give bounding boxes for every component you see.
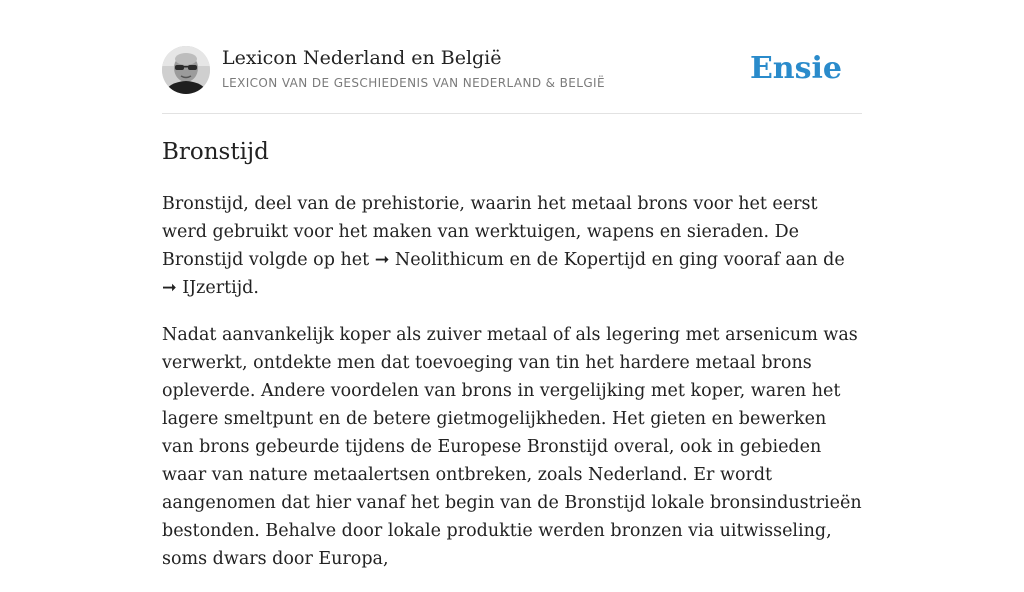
paragraph-2: Nadat aanvankelijk koper als zuiver metaal of als legering met arsenicum was verwerkt, ontdekte men dat toevoeging van tin het hardere metaal brons opleverde. Andere voordelen van brons in vergelijking met koper, waren het lagere smeltpunt en de betere gietmogelijkheden. Het gieten en bewerken van brons gebeurde tijdens de Europese Bronstijd overal, ook in gebieden waar van nature metaalertsen ontbreken, zoals Nederland. Er wordt aangenomen dat hier vanaf het begin van de Bronstijd lokale bronsindustrieën bestonden. Behalve door lokale produktie werden bronzen via uitwisseling, soms dwars door Europa, [162, 325, 862, 569]
site-title[interactable]: Lexicon Nederland en België [222, 47, 502, 69]
paragraph-1-text-b: en de Kopertijd en ging vooraf aan de [503, 250, 845, 270]
paragraph-1 [162, 190, 862, 302]
site-subtitle: LEXICON VAN DE GESCHIEDENIS VAN NEDERLAND & BELGIË [222, 76, 605, 90]
author-photo-icon [162, 46, 210, 94]
avatar[interactable] [162, 46, 210, 94]
header [162, 0, 862, 114]
entry-body [162, 190, 862, 592]
paragraph-1-text-c: . [253, 278, 259, 298]
link-neolithicum[interactable]: ➞ Neolithicum [374, 250, 504, 270]
page [162, 0, 862, 569]
paragraph-1-text-a: Bronstijd, deel van de prehistorie, waarin het metaal brons voor het eerst werd gebruikt voor het maken van werktuigen, wapens en sieraden. De Bronstijd volgde op het [162, 194, 818, 270]
link-ijzertijd[interactable]: ➞ IJzertijd [162, 278, 254, 298]
brand-logo[interactable]: Ensie [749, 51, 842, 86]
page-title: Bronstijd [162, 139, 269, 165]
